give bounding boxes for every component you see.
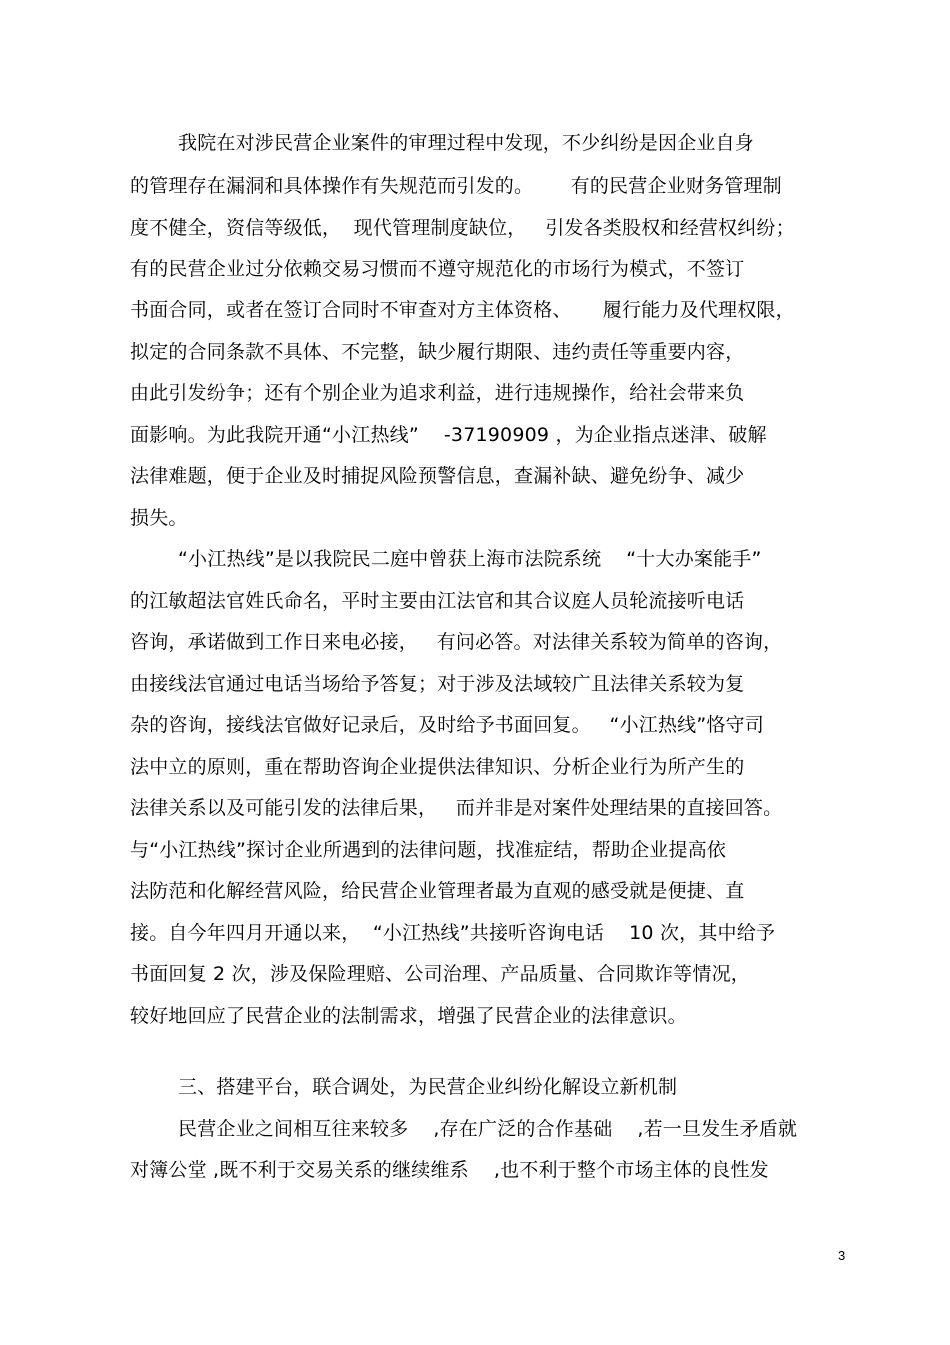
text-line: 杂的咨询，接线法官做好记录后，及时给予书面回复。 “小江热线”恪守司 bbox=[130, 714, 765, 736]
text-line: 法律关系以及可能引发的法律后果， 而并非是对案件处理结果的直接回答。 bbox=[130, 797, 783, 819]
text-line: 拟定的合同条款不具体、不完整，缺少履行期限、违约责任等重要内容， bbox=[130, 341, 745, 363]
text-line: 咨询，承诺做到工作日来电必接， 有问必答。对法律关系较为简单的咨询， bbox=[130, 631, 783, 653]
text-line: 面影响。为此我院开通“小江热线” -37190909 ，为企业指点迷津、破解 bbox=[130, 424, 767, 446]
text-line: 的江敏超法官姓氏命名，平时主要由江法官和其合议庭人员轮流接听电话 bbox=[130, 590, 745, 612]
text-line: 的管理存在漏洞和具体操作有失规范而引发的。 有的民营企业财务管理制 bbox=[130, 175, 782, 197]
text-line: 接。自今年四月开通以来， “小江热线”共接听咨询电话 10 次，其中给予 bbox=[130, 922, 776, 944]
text-line: 书面合同，或者在签订合同时不审查对方主体资格、 履行能力及代理权限， bbox=[130, 299, 795, 321]
text-line: 有的民营企业过分依赖交易习惯而不遵守规范化的市场行为模式，不签订 bbox=[130, 258, 745, 280]
text-line: 与“小江热线”探讨企业所遇到的法律问题，找准症结，帮助企业提高依 bbox=[130, 839, 727, 861]
text-line: 我院在对涉民营企业案件的审理过程中发现，不少纠纷是因企业自身 bbox=[178, 132, 755, 154]
text-line: “小江热线”是以我院民二庭中曾获上海市法院系统 “十大办案能手” bbox=[178, 548, 762, 570]
text-line: 法中立的原则，重在帮助咨询企业提供法律知识、分析企业行为所产生的 bbox=[130, 756, 745, 778]
text-line: 由此引发纷争；还有个别企业为追求利益，进行违规操作，给社会带来负 bbox=[130, 382, 745, 404]
text-line: 较好地回应了民营企业的法制需求，增强了民营企业的法律意识。 bbox=[130, 1005, 687, 1027]
text-line: 法律难题，便于企业及时捕捉风险预警信息，查漏补缺、避免纷争、减少 bbox=[130, 465, 745, 487]
text-line: 法防范和化解经营风险，给民营企业管理者最为直观的感受就是便捷、直 bbox=[130, 880, 745, 902]
text-line: 由接线法官通过电话当场给予答复；对于涉及法域较广且法律关系较为复 bbox=[130, 673, 745, 695]
text-line: 损失。 bbox=[130, 507, 188, 529]
page-number: 3 bbox=[838, 1248, 846, 1263]
text-line: 对簿公堂 ,既不利于交易关系的继续维系 ,也不利于整个市场主体的良性发 bbox=[130, 1159, 769, 1181]
text-line: 书面回复 2 次，涉及保险理赔、公司治理、产品质量、合同欺诈等情况， bbox=[130, 963, 750, 985]
text-line: 度不健全，资信等级低， 现代管理制度缺位， 引发各类股权和经营权纠纷； bbox=[130, 217, 795, 239]
section-heading: 三、搭建平台，联合调处，为民营企业纠纷化解设立新机制 bbox=[178, 1076, 678, 1098]
text-line: 民营企业之间相互往来较多 ,存在广泛的合作基础 ,若一旦发生矛盾就 bbox=[178, 1118, 798, 1140]
